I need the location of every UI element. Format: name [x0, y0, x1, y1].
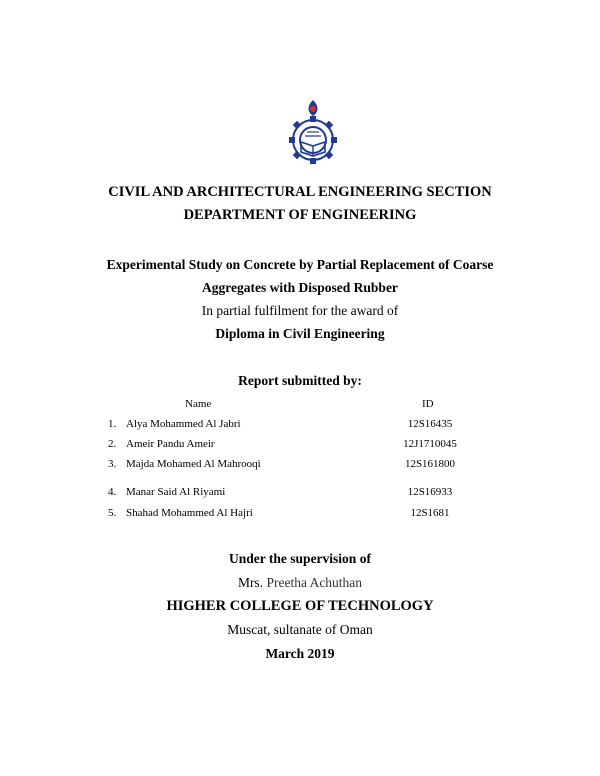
student-number: 3.	[108, 458, 117, 470]
student-id: 12S16933	[407, 486, 453, 498]
student-name: Majda Mohamed Al Mahrooqi	[126, 458, 261, 470]
student-name: Manar Said Al Riyami	[126, 486, 226, 498]
student-row	[0, 438, 600, 454]
student-id: 12S1681	[410, 507, 450, 519]
supervisor-title: Mrs.	[237, 575, 264, 590]
student-number: 1.	[108, 418, 117, 430]
student-row	[0, 418, 600, 434]
college-location: Muscat, sultanate of Oman	[227, 622, 373, 637]
partial-fulfilment-text: In partial fulfilment for the award of	[201, 303, 399, 318]
section-heading: CIVIL AND ARCHITECTURAL ENGINEERING SECTION	[108, 184, 492, 200]
student-row	[0, 486, 600, 502]
college-emblem-icon	[283, 98, 343, 172]
student-name: Ameir Pandu Ameir	[126, 438, 215, 450]
student-number: 5.	[108, 507, 117, 519]
thesis-title-line2: Aggregates with Disposed Rubber	[202, 280, 398, 295]
id-column-header: ID	[422, 398, 434, 410]
student-name: Alya Mohammed Al Jabri	[126, 418, 241, 430]
student-number: 4.	[108, 486, 117, 498]
supervisor-line	[0, 575, 600, 591]
student-id: 12S16435	[407, 418, 453, 430]
award-name: Diploma in Civil Engineering	[215, 326, 385, 341]
report-heading: Report submitted by:	[238, 373, 362, 388]
student-number: 2.	[108, 438, 117, 450]
student-row	[0, 507, 600, 523]
student-name: Shahad Mohammed Al Hajri	[126, 507, 253, 519]
student-id: 12J1710045	[403, 438, 457, 450]
student-row	[0, 458, 600, 474]
college-name: HIGHER COLLEGE OF TECHNOLOGY	[166, 598, 434, 614]
name-column-header: Name	[185, 398, 212, 410]
submission-date: March 2019	[265, 646, 335, 661]
supervision-heading: Under the supervision of	[229, 551, 371, 566]
thesis-title-line1: Experimental Study on Concrete by Partial Replacement of Coarse	[106, 257, 494, 272]
supervisor-name: Preetha Achuthan	[266, 575, 363, 590]
student-id: 12S161800	[404, 458, 456, 470]
department-heading: DEPARTMENT OF ENGINEERING	[183, 207, 417, 223]
